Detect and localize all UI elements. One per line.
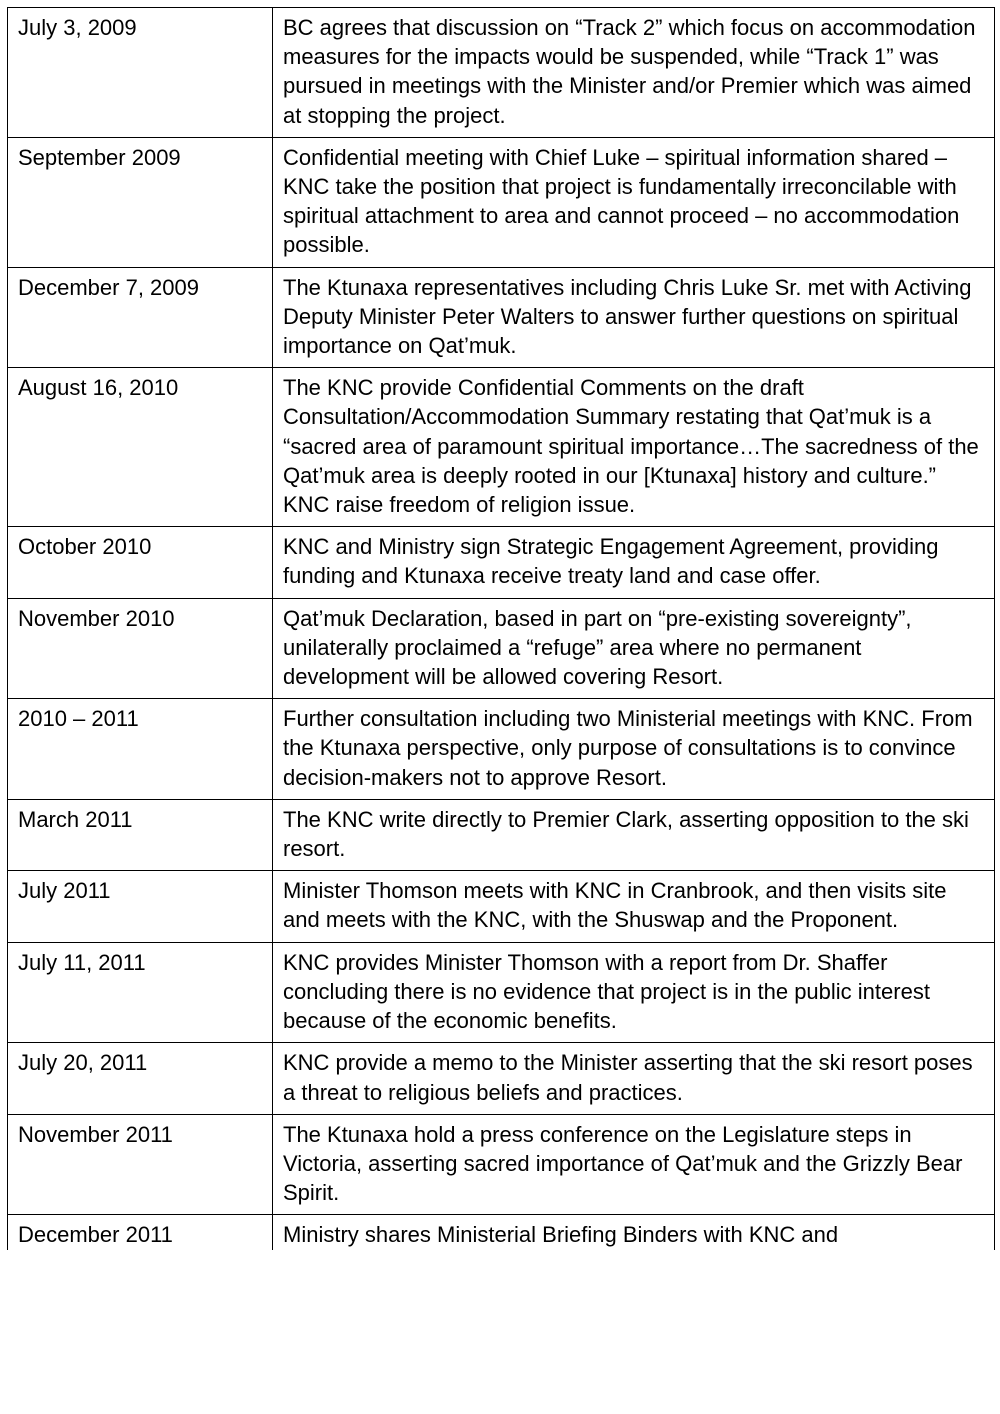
table-row (8, 799, 995, 870)
date-cell: October 2010 (8, 527, 273, 598)
table-row (8, 1043, 995, 1114)
table-row (8, 1114, 995, 1215)
table-row (8, 8, 995, 138)
description-cell: Confidential meeting with Chief Luke – spiritual information shared – KNC take the position that project is fundamentally irreconcilable with spiritual attachment to area and cannot proceed – no accommodation possible. (273, 137, 995, 267)
description-cell: KNC provide a memo to the Minister asserting that the ski resort poses a threat to religious beliefs and practices. (273, 1043, 995, 1114)
description-cell: KNC provides Minister Thomson with a report from Dr. Shaffer concluding there is no evidence that project is in the public interest because of the economic benefits. (273, 942, 995, 1043)
date-cell: August 16, 2010 (8, 368, 273, 527)
table-row (8, 368, 995, 527)
description-cell: Minister Thomson meets with KNC in Cranbrook, and then visits site and meets with the KNC, with the Shuswap and the Proponent. (273, 871, 995, 942)
date-cell: November 2011 (8, 1114, 273, 1215)
table-row (8, 137, 995, 267)
description-cell: The KNC write directly to Premier Clark, asserting opposition to the ski resort. (273, 799, 995, 870)
table-row (8, 598, 995, 699)
date-cell: July 3, 2009 (8, 8, 273, 138)
description-cell: KNC and Ministry sign Strategic Engagement Agreement, providing funding and Ktunaxa receive treaty land and case offer. (273, 527, 995, 598)
date-cell: December 7, 2009 (8, 267, 273, 368)
table-row (8, 267, 995, 368)
description-cell: The KNC provide Confidential Comments on the draft Consultation/Accommodation Summary restating that Qat’muk is a “sacred area of paramount spiritual importance…The sacredness of the Qat’muk area is deeply rooted in our [Ktunaxa] history and culture.” KNC raise freedom of religion issue. (273, 368, 995, 527)
date-cell: July 20, 2011 (8, 1043, 273, 1114)
date-cell: 2010 – 2011 (8, 699, 273, 800)
description-cell: Further consultation including two Ministerial meetings with KNC. From the Ktunaxa perspective, only purpose of consultations is to convince decision-makers not to approve Resort. (273, 699, 995, 800)
description-cell: Ministry shares Ministerial Briefing Binders with KNC and (273, 1215, 995, 1250)
table-row (8, 1215, 995, 1250)
timeline-table (7, 7, 995, 1250)
table-row (8, 942, 995, 1043)
table-row (8, 871, 995, 942)
description-cell: BC agrees that discussion on “Track 2” which focus on accommodation measures for the impacts would be suspended, while “Track 1” was pursued in meetings with the Minister and/or Premier which was aimed at stopping the project. (273, 8, 995, 138)
date-cell: September 2009 (8, 137, 273, 267)
description-cell: The Ktunaxa hold a press conference on the Legislature steps in Victoria, asserting sacred importance of Qat’muk and the Grizzly Bear Spirit. (273, 1114, 995, 1215)
date-cell: November 2010 (8, 598, 273, 699)
table-row (8, 699, 995, 800)
description-cell: Qat’muk Declaration, based in part on “pre-existing sovereignty”, unilaterally proclaimed a “refuge” area where no permanent development will be allowed covering Resort. (273, 598, 995, 699)
table-row (8, 527, 995, 598)
date-cell: July 11, 2011 (8, 942, 273, 1043)
description-cell: The Ktunaxa representatives including Chris Luke Sr. met with Activing Deputy Minister Peter Walters to answer further questions on spiritual importance on Qat’muk. (273, 267, 995, 368)
date-cell: December 2011 (8, 1215, 273, 1250)
date-cell: March 2011 (8, 799, 273, 870)
date-cell: July 2011 (8, 871, 273, 942)
